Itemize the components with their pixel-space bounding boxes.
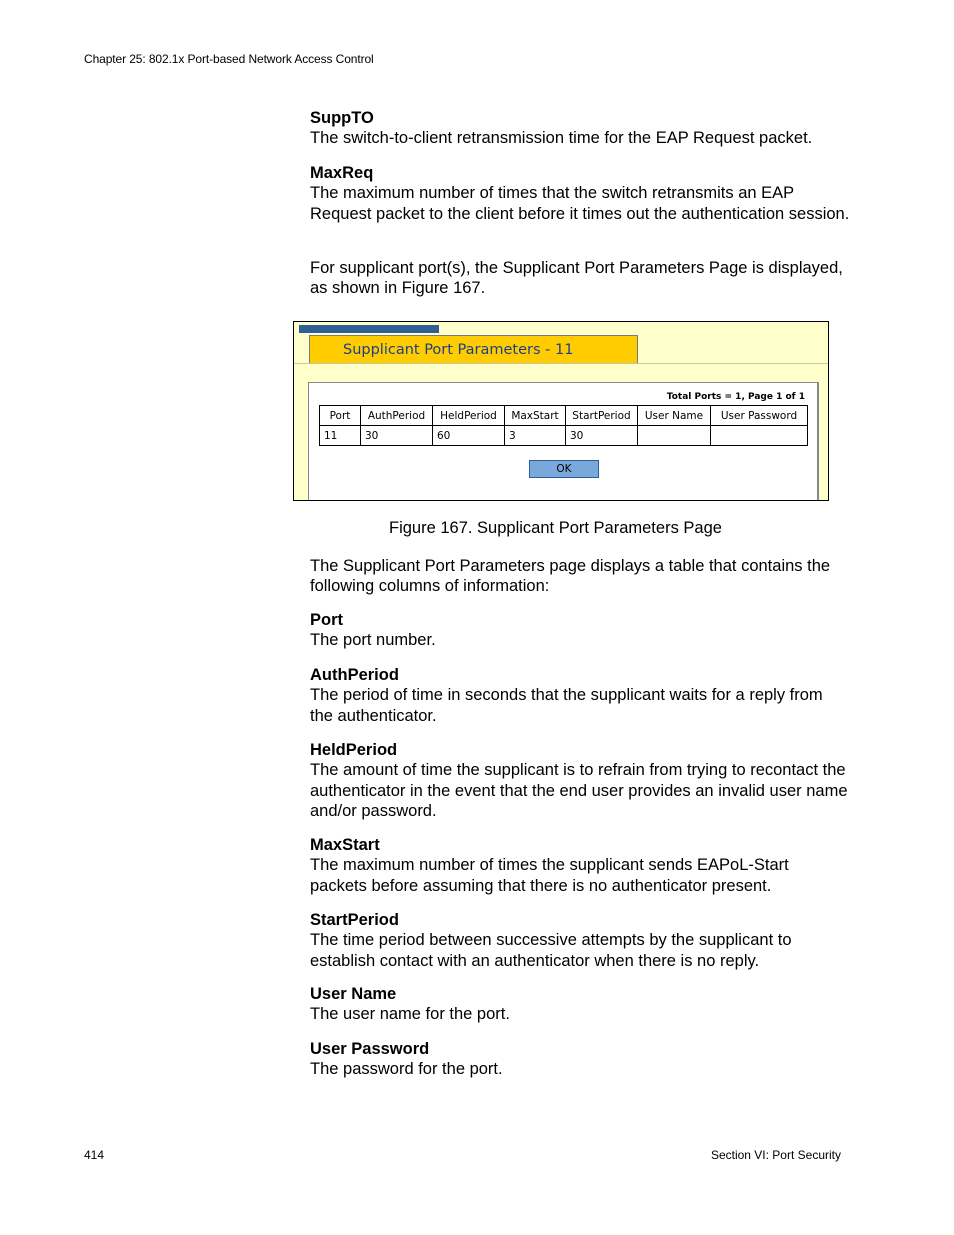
- table-panel: [308, 382, 819, 501]
- term-user-password: [310, 1039, 850, 1080]
- table-cell: 11: [320, 426, 361, 446]
- table-cell: 60: [433, 426, 505, 446]
- term-title: AuthPeriod: [310, 666, 399, 684]
- term-description: The maximum number of times the supplicant sends EAPoL-Start packets before assuming that there is no authenticator present.: [310, 856, 789, 895]
- term-description: The time period between successive attempts by the supplicant to establish contact with an authenticator when there is no reply.: [310, 931, 792, 970]
- lead-paragraph: The Supplicant Port Parameters page displays a table that contains the following columns of information:: [310, 557, 831, 596]
- section-label: Section VI: Port Security: [710, 1148, 841, 1162]
- term-description: The switch-to-client retransmission time for the EAP Request packet.: [310, 129, 813, 148]
- term-description: The user name for the port.: [310, 1005, 510, 1024]
- page-header: Chapter 25: 802.1x Port-based Network Access Control: [84, 52, 374, 66]
- column-header: Port: [320, 406, 361, 426]
- column-header: StartPeriod: [566, 406, 638, 426]
- term-title: User Name: [310, 985, 397, 1003]
- column-header: User Password: [711, 406, 808, 426]
- term-startperiod: [310, 910, 850, 971]
- term-heldperiod: [310, 740, 850, 821]
- term-title: User Password: [310, 1040, 430, 1058]
- column-header: User Name: [638, 406, 711, 426]
- window-tab: [299, 325, 439, 333]
- term-title: MaxReq: [310, 164, 374, 182]
- figure-page-title: Supplicant Port Parameters - 11: [309, 335, 638, 364]
- table-header-row: [320, 406, 808, 426]
- figure-caption: Figure 167. Supplicant Port Parameters Page: [389, 519, 722, 537]
- supplicant-port-screenshot: [293, 321, 829, 501]
- term-description: The port number.: [310, 631, 436, 650]
- term-user-name: [310, 984, 850, 1025]
- total-ports-label: Total Ports = 1, Page 1 of 1: [666, 392, 805, 402]
- term-description: The maximum number of times that the switch retransmits an EAP Request packet to the client before it times out the authentication session.: [310, 184, 850, 223]
- divider: [294, 363, 829, 364]
- table-row[interactable]: [320, 426, 808, 446]
- term-description: The amount of time the supplicant is to refrain from trying to recontact the authenticator in the event that the end user provides an invalid user name and/or password.: [310, 761, 848, 820]
- term-description: The period of time in seconds that the supplicant waits for a reply from the authenticator.: [310, 686, 823, 725]
- table-cell: [711, 426, 808, 446]
- supplicant-table: [319, 405, 808, 446]
- intro-paragraph: For supplicant port(s), the Supplicant Port Parameters Page is displayed, as shown in Figure 167.: [310, 259, 843, 298]
- term-title: MaxStart: [310, 836, 380, 854]
- ok-button[interactable]: OK: [529, 460, 599, 478]
- term-maxreq: [310, 163, 850, 224]
- table-cell: 3: [505, 426, 566, 446]
- table-cell: [638, 426, 711, 446]
- term-description: The password for the port.: [310, 1060, 503, 1079]
- term-authperiod: [310, 665, 850, 726]
- term-title: StartPeriod: [310, 911, 399, 929]
- term-supptO: [310, 108, 850, 149]
- term-title: HeldPeriod: [310, 741, 398, 759]
- column-header: MaxStart: [505, 406, 566, 426]
- term-port: [310, 610, 850, 651]
- term-maxstart: [310, 835, 850, 896]
- term-title: SuppTO: [310, 109, 374, 127]
- table-cell: 30: [566, 426, 638, 446]
- term-title: Port: [310, 611, 343, 629]
- column-header: HeldPeriod: [433, 406, 505, 426]
- table-cell: 30: [361, 426, 433, 446]
- column-header: AuthPeriod: [361, 406, 433, 426]
- page-number: 414: [84, 1148, 105, 1162]
